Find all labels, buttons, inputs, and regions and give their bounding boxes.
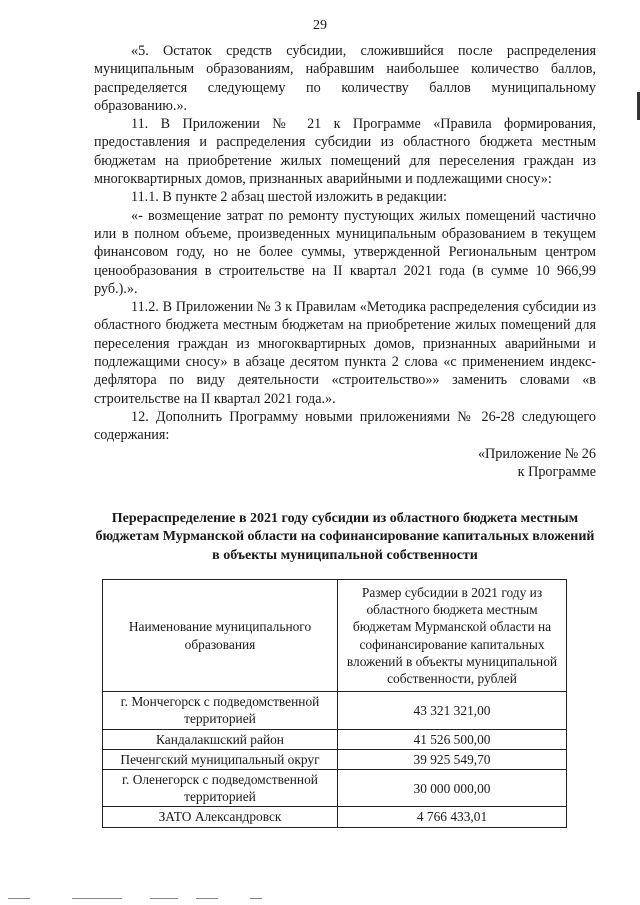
table-title: Перераспределение в 2021 году субсидии из областного бюджета местным бюджетам Мурманской области на софинансирование капитальных вложений в объекты муниципальной собственности xyxy=(95,511,595,563)
scan-mark xyxy=(72,898,122,899)
scan-mark xyxy=(250,898,262,899)
paragraph: «- возмещение затрат по ремонту пустующих жилых помещений частично или в полном объеме, произведенных муниципальным образованием в текущем финансовом году, но не более суммы, утвержденной Региональным центром ценообразования в строительстве на II квартал 2021 года (в сумме 10 966,99 руб.).». xyxy=(94,207,596,297)
table-header-row xyxy=(103,580,567,692)
table-row xyxy=(103,770,567,807)
column-header-amount: Размер субсидии в 2021 году из областного бюджета местным бюджетам Мурманской области на софинансирование капитальных вложений в объекты муниципальной собственности, рублей xyxy=(338,580,567,692)
scan-bottom-marks xyxy=(0,896,640,902)
appendix-number: «Приложение № 26 xyxy=(477,445,596,462)
table-row xyxy=(103,807,567,827)
column-header-municipality: Наименование муниципального образования xyxy=(103,580,338,692)
page-number: 29 xyxy=(313,18,327,33)
paragraph: «5. Остаток средств субсидии, сложившийся после распределения муниципальным образованиям, набравшим наибольшее количество баллов, распределяется следующему по количеству баллов муниципальному образованию.». xyxy=(94,43,596,114)
municipality-cell: Кандалакшский район xyxy=(103,729,338,749)
paragraph: 11.2. В Приложении № 3 к Правилам «Методика распределения субсидии из областного бюджета местным бюджетам на приобретение жилых помещений для переселения граждан из многоквартирных домов, признанных аварийными и подлежащими сносу» в абзаце десятом пункта 2 слова «с применением индекс-дефлятора по виду деятельности «строительство»» заменить словами «в строительстве на II квартал 2021 года.». xyxy=(94,299,596,407)
table-row xyxy=(103,749,567,769)
amount-cell: 43 321 321,00 xyxy=(338,692,567,729)
municipality-cell: ЗАТО Александровск xyxy=(103,807,338,827)
subsidy-table xyxy=(102,579,567,828)
paragraph: 12. Дополнить Программу новыми приложениями № 26-28 следующего содержания: xyxy=(94,408,596,444)
municipality-cell: Печенгский муниципальный округ xyxy=(103,749,338,769)
scan-mark xyxy=(150,898,178,899)
scan-mark xyxy=(196,898,218,899)
appendix-reference xyxy=(94,445,596,482)
amount-cell: 39 925 549,70 xyxy=(338,749,567,769)
scan-mark xyxy=(8,898,30,899)
amount-cell: 30 000 000,00 xyxy=(338,770,567,807)
paragraph: 11. В Приложении № 21 к Программе «Правила формирования, предоставления и распределения субсидии из областного бюджета местным бюджетам на приобретение жилых помещений для переселения граждан из многоквартирных домов, признанных аварийными и подлежащими сносу»: xyxy=(94,116,596,188)
amount-cell: 4 766 433,01 xyxy=(338,807,567,827)
table-row xyxy=(103,692,567,729)
municipality-cell: г. Мончегорск с подведомственной территорией xyxy=(103,692,338,729)
subsidy-table-container xyxy=(102,579,567,828)
paragraph: 11.1. В пункте 2 абзац шестой изложить в редакции: xyxy=(131,189,447,206)
municipality-cell: г. Оленегорск с подведомственной территорией xyxy=(103,770,338,807)
document-body xyxy=(94,42,596,481)
table-row xyxy=(103,729,567,749)
amount-cell: 41 526 500,00 xyxy=(338,729,567,749)
appendix-target: к Программе xyxy=(517,463,596,480)
